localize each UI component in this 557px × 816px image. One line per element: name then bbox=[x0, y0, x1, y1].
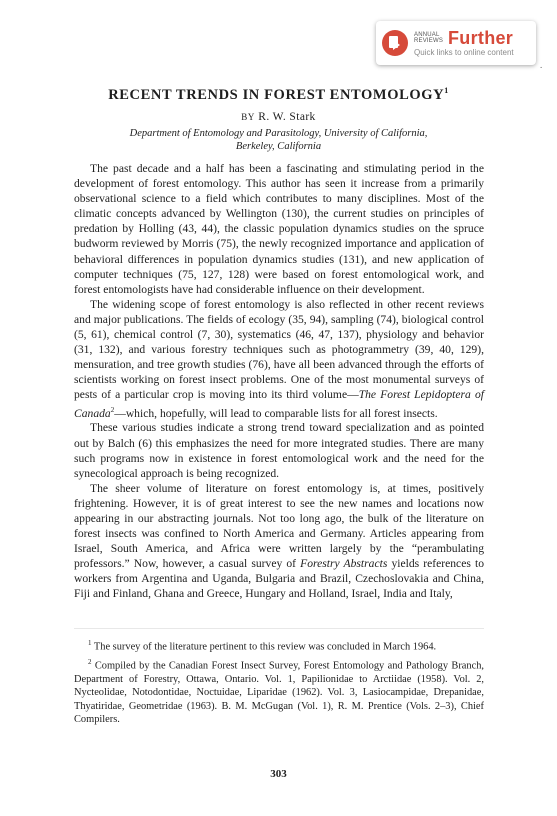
paragraph-3: These various studies indicate a strong trend toward specialization and as pointed out by Balch (6) this emphasizes the need for more integrated studies. There are many such programs now in existence in forest entomological work and the need for the synecological approach is being recognized. bbox=[74, 421, 484, 480]
book-title-italic: The Forest Lepidoptera of Canada bbox=[74, 388, 484, 420]
badge-further-label: Further bbox=[448, 27, 514, 48]
footnote-2: $^2$ Compiled by the Canadian Forest Insect Survey, Forest Entomology and Pathology Branch, Department of Forestry, Ottawa, Ontario. Vol. 1, Papilionidae to Arctiidae (1958). Vol. 2, Nycteolidae, Notodontidae, Noctuidae, Liparidae (1962). Vol. 3, Lasiocampidae, Drepanidae, Thyatiridae, Geometridae (1963). B. M. McGugan (Vol. 1), R. M. Prentice (Vols. 2–3), Chief Compilers. bbox=[74, 657, 484, 725]
article-title: RECENT TRENDS IN FOREST ENTOMOLOGY$^1$ bbox=[108, 86, 449, 103]
author-name: R. W. Stark bbox=[258, 111, 316, 123]
badge-annual-reviews-label: ANNUAL REVIEWS bbox=[414, 31, 444, 44]
page-number: 303 bbox=[270, 768, 287, 780]
paragraph-4: The sheer volume of literature on forest entomology is, at times, positively frightening. However, it is of great interest to see the new names and locations now appearing in our abstracting journals. Not too long ago, the bulk of the literature on forest insects was confined to North America and Germany. Articles appearing from Israel, South America, and Africa were written largely by the “perambulating professors.” Now, however, a casual survey of Forestry Abstracts yields references to workers from Argentina and Uganda, Bulgaria and Brazil, Czechoslovakia and China, Fiji and Finland, Ghana and Greece, Hungary and Holland, Israel, India and Italy, bbox=[74, 481, 484, 601]
title-footnote-ref[interactable]: 1 bbox=[444, 86, 449, 95]
journal-title-italic: Forestry Abstracts bbox=[300, 557, 388, 571]
badge-text bbox=[414, 29, 514, 58]
footnote-1: $^1$ The survey of the literature pertinent to this review was concluded in March 1964. bbox=[88, 639, 437, 653]
badge-subtitle: Quick links to online content bbox=[414, 47, 514, 57]
article-body bbox=[74, 161, 484, 602]
footnote-divider bbox=[74, 628, 484, 629]
paragraph-1: The past decade and a half has been a fascinating and stimulating period in the development of forest entomology. This author has seen it increase from a primarily observational science to a field which contributes to many disciplines. Most of the climatic concepts advanced by Wellington (130), the current studies on principles of predation by Holling (43, 44), the classic population dynamics studies on the spruce budworm reviewed by Morris (75), the newly recognized importance and application of behavioral differences in population dynamics studies (131), and new application of computer techniques (75, 127, 128) were based on forest entomological work, and forest entomologists have had considerable influence on their development. bbox=[74, 162, 484, 296]
affiliation bbox=[0, 127, 557, 153]
paragraph-2: The widening scope of forest entomology is also reflected in other recent reviews and major publications. The fields of ecology (35, 94), sampling (74), biological control (5, 61), chemical control (7, 30), systematics (46, 47, 137), physiology and behavior (31, 132), and various forestry techniques such as photogrammetry (39, 40, 129), mensuration, and tree growth studies (76), have all been advanced through the efforts of scientists working on forest insect problems. One of the most monumental surveys of pests of a particular crop is moving into its third volume—The Forest Lepidoptera of Canada$^2$—which, hopefully, will lead to comparable lists for all forest insects. bbox=[74, 297, 484, 420]
author-prefix: BY bbox=[241, 112, 255, 122]
further-arrow-icon bbox=[382, 30, 408, 56]
annual-reviews-further-badge[interactable] bbox=[376, 21, 536, 65]
affiliation-line-2: Berkeley, California bbox=[235, 141, 322, 152]
affiliation-line-1: Department of Entomology and Parasitology, University of California, bbox=[129, 128, 428, 139]
author-line bbox=[0, 111, 557, 123]
edge-mark-icon: . bbox=[540, 60, 543, 70]
footnotes bbox=[74, 637, 484, 728]
footnote-ref-2[interactable]: 2 bbox=[110, 405, 115, 414]
